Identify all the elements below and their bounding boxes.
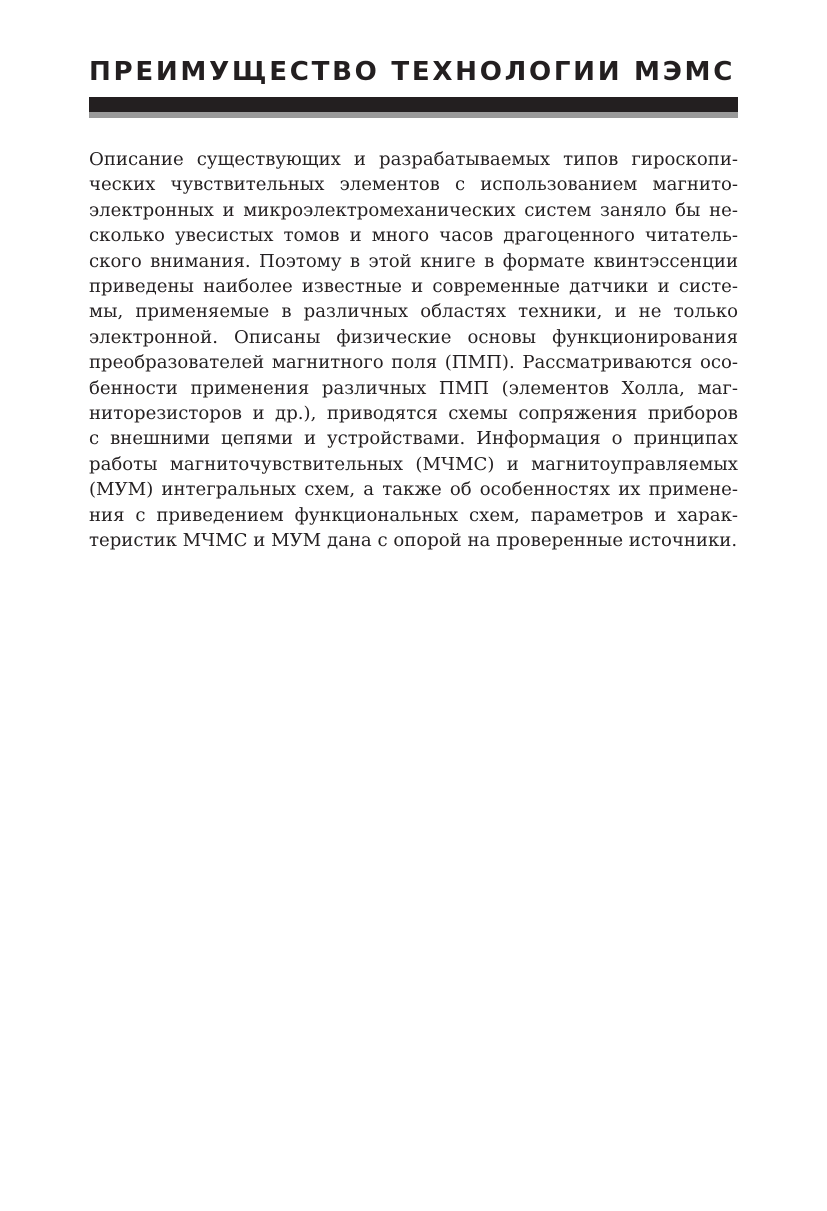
paragraph-line: бенности применения различных ПМП (элементов Холла, маг-: [89, 377, 738, 399]
body-paragraph: [89, 147, 738, 554]
paragraph-line: сколько увесистых томов и много часов драгоценного читатель-: [89, 225, 738, 247]
paragraph-line: электронных и микроэлектромеханических систем заняло бы не-: [89, 199, 738, 221]
paragraph-line: мы, применяемые в различных областях техники, и не только: [89, 301, 738, 323]
title-rule-shadow: [89, 112, 738, 118]
page: [89, 52, 738, 554]
paragraph-line: работы магниточувствительных (МЧМС) и магнитоуправляемых: [89, 453, 738, 475]
paragraph-line: теристик МЧМС и МУМ дана с опорой на проверенные источники.: [89, 530, 738, 552]
title-rule: [89, 97, 738, 112]
paragraph-line: электронной. Описаны физические основы функционирования: [89, 326, 738, 348]
paragraph-line: Описание существующих и разрабатываемых типов гироскопи-: [89, 149, 738, 170]
paragraph-line: ния с приведением функциональных схем, параметров и харак-: [89, 504, 738, 526]
page-title: ПРЕИМУЩЕСТВО ТЕХНОЛОГИИ МЭМС: [89, 57, 736, 87]
paragraph-line: ниторезисторов и др.), приводятся схемы сопряжения приборов: [89, 403, 738, 425]
paragraph-line: (МУМ) интегральных схем, а также об особенностях их примене-: [89, 479, 738, 501]
paragraph-line: ческих чувствительных элементов с использованием магнито-: [89, 174, 738, 196]
paragraph-line: приведены наиболее известные и современные датчики и систе-: [89, 276, 738, 298]
paragraph-line: ского внимания. Поэтому в этой книге в формате квинтэссенции: [89, 250, 738, 272]
paragraph-line: с внешними цепями и устройствами. Информация о принципах: [89, 428, 738, 450]
paragraph-line: преобразователей магнитного поля (ПМП). Рассматриваются осо-: [89, 352, 738, 374]
